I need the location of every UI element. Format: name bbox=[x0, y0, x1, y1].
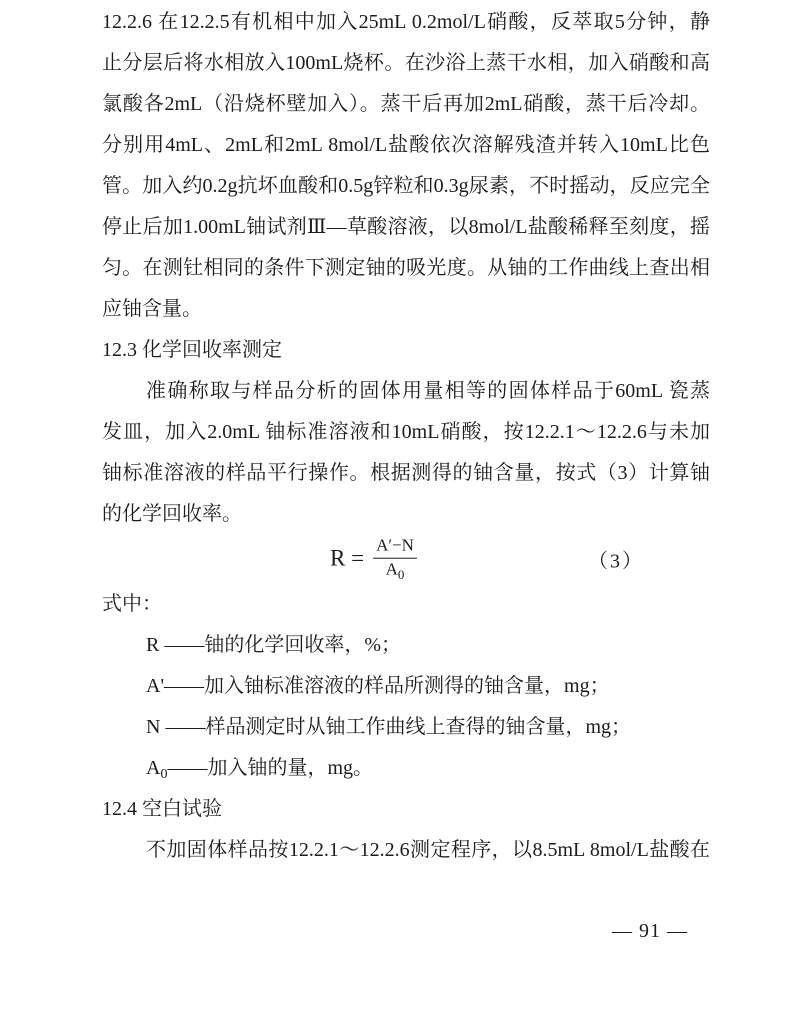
formula-denominator-subscript: 0 bbox=[397, 566, 405, 582]
paragraph-12-2-6-line: 匀。在测钍相同的条件下测定铀的吸光度。从铀的工作曲线上查出相 bbox=[102, 257, 710, 279]
definition-text: ——加入铀标准溶液的样品所测得的铀含量，mg； bbox=[164, 675, 610, 697]
definition-text: ——加入铀的量，mg。 bbox=[167, 757, 374, 779]
equation-number: （3） bbox=[588, 550, 644, 573]
paragraph-12-2-6-line: 应铀含量。 bbox=[102, 298, 202, 320]
equation-3 bbox=[102, 535, 710, 584]
definition-A-prime bbox=[102, 666, 710, 707]
definition-N bbox=[102, 707, 710, 748]
paragraph-12-3-line: 发皿，加入2.0mL 铀标准溶液和10mL硝酸，按12.2.1～12.2.6与未加 bbox=[102, 421, 710, 443]
definition-R bbox=[102, 625, 710, 666]
where-label: 式中： bbox=[102, 593, 162, 615]
definition-A0 bbox=[102, 748, 710, 789]
page-number: — 91 — bbox=[612, 920, 688, 942]
paragraph-12-2-6-line: 氯酸各2mL（沿烧杯壁加入）。蒸干后再加2mL硝酸，蒸干后冷却。 bbox=[102, 93, 710, 115]
definition-symbol: A bbox=[146, 757, 161, 779]
paragraph-12-2-6-line: 管。加入约0.2g抗坏血酸和0.5g锌粒和0.3g尿素，不时摇动，反应完全 bbox=[102, 175, 710, 197]
formula-denominator-base: A bbox=[385, 559, 398, 579]
section-heading-12-3: 12.3 化学回收率测定 bbox=[102, 339, 282, 361]
definition-text: ——样品测定时从铀工作曲线上查得的铀含量，mg； bbox=[160, 716, 632, 738]
formula-expression bbox=[330, 536, 417, 583]
paragraph-12-2-6-line: 分别用4mL、2mL和2mL 8mol/L盐酸依次溶解残渣并转入10mL比色 bbox=[102, 134, 710, 156]
definition-symbol: R bbox=[146, 634, 160, 656]
paragraph-12-2-6-line: 停止后加1.00mL铀试剂Ⅲ—草酸溶液，以8mol/L盐酸稀释至刻度，摇 bbox=[102, 216, 710, 238]
section-heading-12-4: 12.4 空白试验 bbox=[102, 798, 222, 820]
page-content bbox=[102, 2, 710, 871]
paragraph-12-3-line: 准确称取与样品分析的固体用量相等的固体样品于60mL 瓷蒸 bbox=[146, 380, 710, 402]
paragraph-12-4-line: 不加固体样品按12.2.1～12.2.6测定程序，以8.5mL 8mol/L盐酸在 bbox=[146, 839, 710, 861]
paragraph-12-2-6-line: 止分层后将水相放入100mL烧杯。在沙浴上蒸干水相，加入硝酸和高 bbox=[102, 52, 710, 74]
definition-symbol-subscript: 0 bbox=[160, 767, 168, 782]
paragraph-12-2-6-line: 12.2.6 在12.2.5有机相中加入25mL 0.2mol/L硝酸，反萃取5分钟，静 bbox=[102, 11, 710, 33]
formula-fraction bbox=[373, 536, 417, 583]
paragraph-12-3-line: 的化学回收率。 bbox=[102, 503, 242, 525]
definition-symbol: N bbox=[146, 716, 161, 738]
formula-lhs: R = bbox=[330, 546, 365, 571]
formula-denominator bbox=[386, 558, 405, 582]
formula-numerator: A′−N bbox=[373, 536, 417, 559]
definition-symbol: A' bbox=[146, 675, 165, 697]
paragraph-12-3-line: 铀标准溶液的样品平行操作。根据测得的铀含量，按式（3）计算铀 bbox=[102, 462, 710, 484]
definition-text: ——铀的化学回收率，%； bbox=[159, 634, 402, 656]
